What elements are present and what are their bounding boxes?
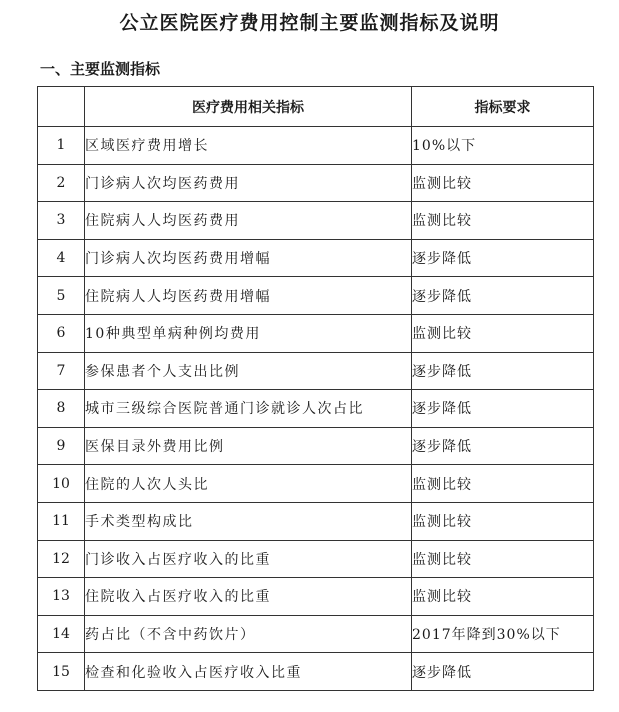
indicator-name-cell: 药占比（不含中药饮片） [85, 615, 412, 653]
table-row [38, 465, 594, 503]
requirement-cell: 逐步降低 [412, 427, 594, 465]
indicator-table [37, 86, 594, 691]
table-row [38, 502, 594, 540]
indicator-name-cell: 检查和化验收入占医疗收入比重 [85, 653, 412, 691]
table-row [38, 352, 594, 390]
requirement-cell: 监测比较 [412, 540, 594, 578]
requirement-cell: 监测比较 [412, 314, 594, 352]
requirement-cell: 监测比较 [412, 502, 594, 540]
table-row [38, 239, 594, 277]
indicator-name-cell: 门诊病人次均医药费用 [85, 164, 412, 202]
table-row [38, 540, 594, 578]
page-title: 公立医院医疗费用控制主要监测指标及说明 [119, 12, 500, 34]
table-row [38, 427, 594, 465]
requirement-cell: 逐步降低 [412, 390, 594, 428]
table-row [38, 127, 594, 165]
indicator-name-cell: 门诊病人次均医药费用增幅 [85, 239, 412, 277]
row-number-cell: 9 [38, 427, 85, 465]
indicator-name-cell: 城市三级综合医院普通门诊就诊人次占比 [85, 390, 412, 428]
requirement-cell: 2017年降到30%以下 [412, 615, 594, 653]
row-number-cell: 12 [38, 540, 85, 578]
table-row [38, 390, 594, 428]
table-row [38, 277, 594, 315]
requirement-cell: 监测比较 [412, 202, 594, 240]
row-number-cell: 1 [38, 127, 85, 165]
indicator-name-cell: 区域医疗费用增长 [85, 127, 412, 165]
section-heading: 一、主要监测指标 [40, 60, 161, 78]
requirement-cell: 监测比较 [412, 465, 594, 503]
row-number-cell: 3 [38, 202, 85, 240]
indicator-name-cell: 10种典型单病种例均费用 [85, 314, 412, 352]
table-header-row [38, 87, 594, 127]
indicator-name-cell: 门诊收入占医疗收入的比重 [85, 540, 412, 578]
indicator-name-cell: 住院病人人均医药费用增幅 [85, 277, 412, 315]
table-row [38, 578, 594, 616]
row-number-cell: 5 [38, 277, 85, 315]
table-row [38, 202, 594, 240]
row-number-cell: 8 [38, 390, 85, 428]
table-row [38, 164, 594, 202]
table-row [38, 653, 594, 691]
row-number-cell: 7 [38, 352, 85, 390]
row-number-cell: 6 [38, 314, 85, 352]
indicator-name-cell: 住院的人次人头比 [85, 465, 412, 503]
column-header-indicator: 医疗费用相关指标 [85, 87, 412, 127]
requirement-cell: 逐步降低 [412, 239, 594, 277]
column-header-requirement: 指标要求 [412, 87, 594, 127]
requirement-cell: 逐步降低 [412, 277, 594, 315]
requirement-cell: 逐步降低 [412, 352, 594, 390]
column-header-number [38, 87, 85, 127]
row-number-cell: 2 [38, 164, 85, 202]
row-number-cell: 11 [38, 502, 85, 540]
row-number-cell: 4 [38, 239, 85, 277]
row-number-cell: 15 [38, 653, 85, 691]
indicator-name-cell: 住院收入占医疗收入的比重 [85, 578, 412, 616]
table-body [38, 127, 594, 691]
requirement-cell: 监测比较 [412, 164, 594, 202]
indicator-name-cell: 手术类型构成比 [85, 502, 412, 540]
requirement-cell: 10%以下 [412, 127, 594, 165]
row-number-cell: 10 [38, 465, 85, 503]
indicator-name-cell: 医保目录外费用比例 [85, 427, 412, 465]
indicator-name-cell: 住院病人人均医药费用 [85, 202, 412, 240]
row-number-cell: 14 [38, 615, 85, 653]
requirement-cell: 逐步降低 [412, 653, 594, 691]
requirement-cell: 监测比较 [412, 578, 594, 616]
table-row [38, 314, 594, 352]
indicator-name-cell: 参保患者个人支出比例 [85, 352, 412, 390]
row-number-cell: 13 [38, 578, 85, 616]
table-row [38, 615, 594, 653]
